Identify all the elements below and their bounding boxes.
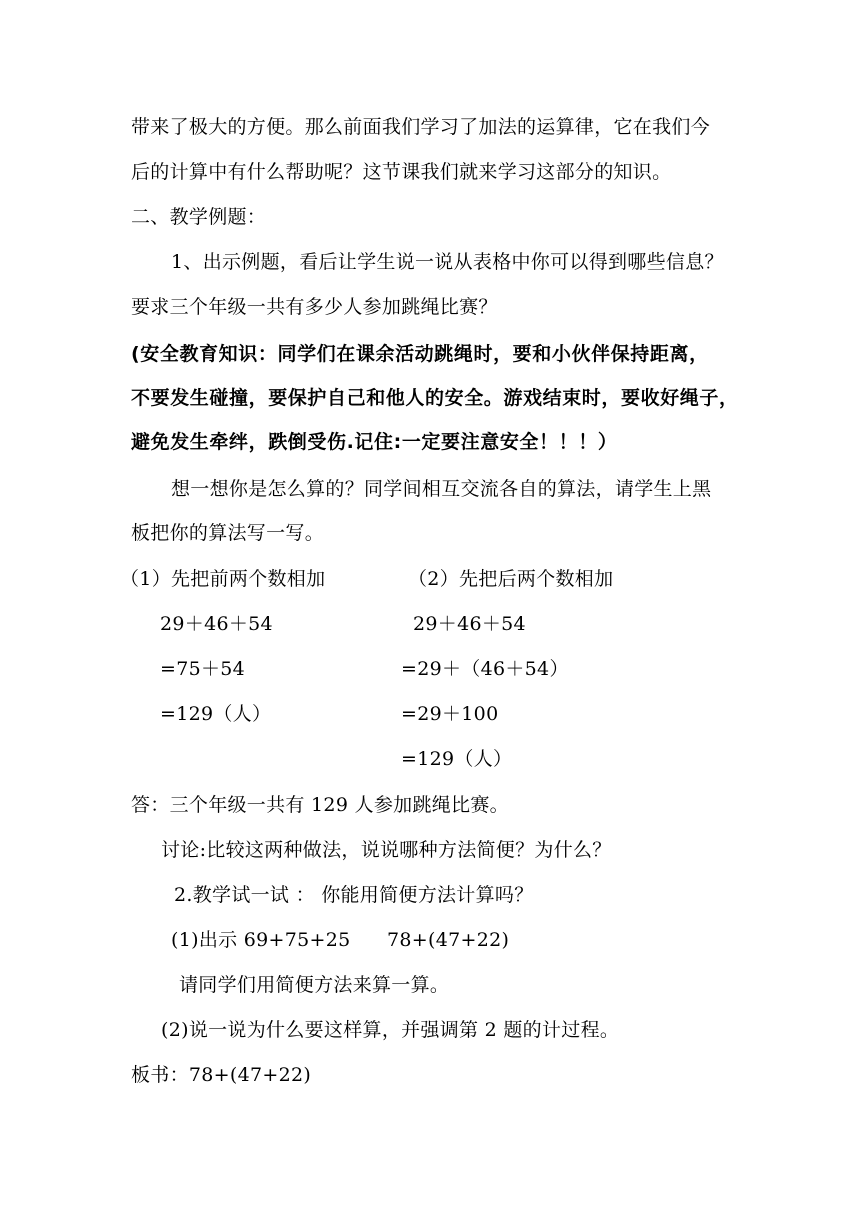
intro-line-1: 带来了极大的方便。那么前面我们学习了加法的运算律，它在我们今 — [131, 116, 711, 138]
method-2-step-2: =29＋（46＋54） — [401, 658, 569, 680]
intro-line-2: 后的计算中有什么帮助呢？这节课我们就来学习这部分的知识。 — [131, 161, 672, 183]
practice-item-2: (2)说一说为什么要这样算，并强调第 2 题的计过程。 — [161, 1019, 620, 1041]
method-2-step-4: =129（人） — [401, 748, 513, 770]
board-line: 板书：78+(47+22) — [131, 1064, 312, 1086]
method-1-title: （1）先把前两个数相加 — [120, 568, 326, 590]
method-1-step-3: =129（人） — [160, 703, 272, 725]
safety-note-line-2: 不要发生碰撞，要保护自己和他人的安全。游戏结束时，要收好绳子， — [131, 387, 739, 409]
section-heading: 二、教学例题： — [131, 206, 267, 228]
method-2-step-3: =29＋100 — [401, 703, 499, 725]
safety-note-line-3: 避免发生牵绊，跌倒受伤.记住:一定要注意安全！！！） — [131, 431, 618, 453]
method-1-step-1: 29＋46＋54 — [160, 613, 273, 635]
practice-item-1-b: 78+(47+22) — [387, 929, 510, 951]
example-1-line-1: 1、出示例题，看后让学生说一说从表格中你可以得到哪些信息？ — [171, 251, 724, 273]
discussion-line: 讨论:比较这两种做法，说说哪种方法简便？为什么？ — [161, 839, 612, 861]
safety-note-line-1: (安全教育知识：同学们在课余活动跳绳时，要和小伙伴保持距离， — [131, 343, 709, 365]
method-2-title: （2）先把后两个数相加 — [408, 568, 614, 590]
example-1-line-2: 要求三个年级一共有多少人参加跳绳比赛？ — [131, 296, 498, 318]
practice-title: 2.教学试一试 ： 你能用简便方法计算吗？ — [174, 884, 534, 906]
method-1-step-2: =75＋54 — [160, 658, 246, 680]
method-2-step-1: 29＋46＋54 — [413, 613, 526, 635]
practice-instruction: 请同学们用简便方法来算一算。 — [179, 974, 450, 996]
think-line-2: 板把你的算法写一写。 — [131, 522, 325, 544]
think-line-1: 想一想你是怎么算的？同学间相互交流各自的算法，请学生上黑 — [171, 478, 712, 500]
answer-line: 答：三个年级一共有 129 人参加跳绳比赛。 — [131, 794, 509, 816]
practice-item-1-a: (1)出示 69+75+25 — [171, 929, 351, 951]
